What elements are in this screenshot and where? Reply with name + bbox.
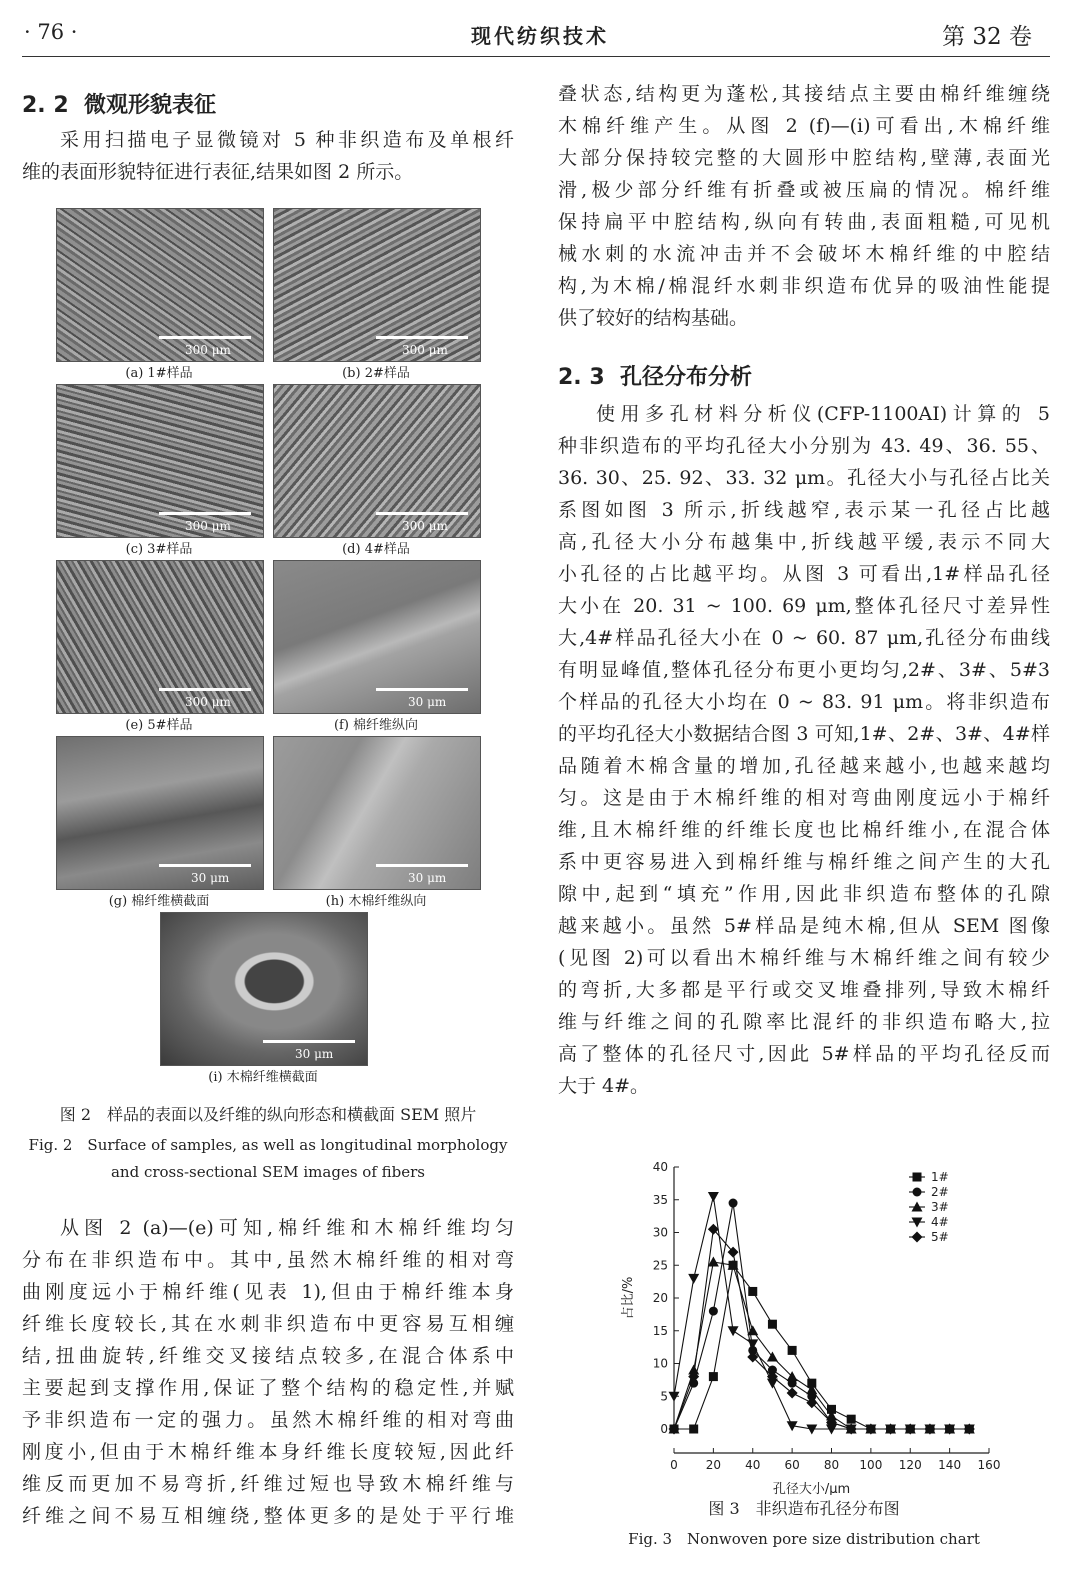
text-line: 曲刚度远小于棉纤维(见表 1),但由于棉纤维本身 [22, 1281, 514, 1303]
panel-caption-f: (f) 棉纤维纵向 [333, 718, 419, 733]
text-line: 个样品的孔径大小均在 0 ~ 83. 91 μm。将非织造布 [558, 691, 1050, 713]
scale-bar [376, 512, 468, 515]
text-line: 予非织造布一定的强力。虽然木棉纤维的相对弯曲 [22, 1409, 514, 1431]
x-axis-label: 孔径大小/μm [772, 1482, 851, 1495]
volume-label: 第 32 卷 [942, 24, 1032, 50]
data-point [728, 1326, 739, 1336]
figure-2-caption-en: Fig. 2 Surface of samples, as well as longitudinal morphology [28, 1136, 508, 1154]
scale-bar [159, 336, 251, 339]
x-tick-label: 160 [977, 1458, 1001, 1472]
data-point [847, 1415, 856, 1424]
legend-label: 2# [931, 1185, 949, 1199]
legend-label: 4# [931, 1215, 949, 1229]
x-tick-label: 0 [670, 1458, 678, 1472]
x-tick-label: 120 [898, 1458, 922, 1472]
scale-label: 300 μm [402, 519, 448, 533]
scale-bar [376, 336, 468, 339]
scale-bar [376, 688, 468, 691]
text-line: 品随着木棉含量的增加,孔径越来越小,也越来越均 [558, 755, 1050, 777]
y-tick-label: 0 [660, 1422, 668, 1436]
x-tick-label: 100 [859, 1458, 883, 1472]
text-line: 的弯折,大多都是平行或交叉堆叠排列,导致木棉纤 [558, 979, 1050, 1001]
text-line: 分布在非织造布中。其中,虽然木棉纤维的相对弯 [22, 1249, 514, 1271]
text-line: 纤维长度较长,其在水刺非织造布中更容易互相缠 [22, 1313, 514, 1335]
text-line: 从图 2 (a)—(e)可知,棉纤维和木棉纤维均匀 [60, 1217, 514, 1239]
header-rule [22, 56, 1050, 57]
text-line: 大小在 20. 31 ~ 100. 69 μm,整体孔径尺寸差异性 [558, 595, 1050, 617]
data-point [709, 1372, 718, 1381]
figure-2-caption-en: and cross-sectional SEM images of fibers [110, 1163, 425, 1181]
legend-marker [912, 1232, 923, 1243]
legend-label: 1# [931, 1170, 949, 1184]
text-line: 主要起到支撑作用,保证了整个结构的稳定性,并赋 [22, 1377, 514, 1399]
sem-image-d [273, 384, 481, 538]
x-tick-label: 40 [745, 1458, 761, 1472]
section-number: 2. 3 [558, 365, 605, 390]
text-line: 刚度小,但由于木棉纤维本身纤维长度较短,因此纤 [22, 1441, 514, 1463]
text-line: 36. 30、25. 92、33. 32 μm。孔径大小与孔径占比关 [558, 467, 1050, 489]
section-2-3-heading [558, 360, 752, 391]
text-line: 滑,极少部分纤维有折叠或被压扁的情况。棉纤维 [558, 179, 1050, 201]
figure-3-caption-en: Fig. 3 Nonwoven pore size distribution chart [628, 1530, 980, 1548]
text-line: 维与纤维之间的孔隙率比混纤的非织造布略大,拉 [558, 1011, 1050, 1033]
section-title: 孔径分布分析 [620, 365, 753, 390]
panel-caption-e: (e) 5#样品 [125, 718, 193, 733]
sem-image-b [273, 208, 481, 362]
left-body-paragraph [22, 1212, 514, 1532]
sem-image-h [273, 736, 481, 890]
text-line: 大于 4#。 [558, 1075, 650, 1097]
text-line: 使用多孔材料分析仪(CFP-1100AI)计算的 5 [596, 403, 1050, 425]
panel-caption-c: (c) 3#样品 [125, 542, 193, 557]
panel-caption-i: (i) 木棉纤维横截面 [208, 1070, 318, 1085]
data-point [768, 1320, 777, 1329]
text-line: 小孔径的占比越平均。从图 3 可看出,1#样品孔径 [558, 563, 1050, 585]
panel-caption-g: (g) 棉纤维横截面 [108, 894, 210, 909]
right-body-paragraph [558, 398, 1050, 1102]
text-line: 保持扁平中腔结构,纵向有转曲,表面粗糙,可见机 [558, 211, 1050, 233]
series-line-5 [674, 1229, 969, 1429]
text-line: 有明显峰值,整体孔径分布更小更均匀,2#、3#、5#3 [558, 659, 1050, 681]
scale-label: 300 μm [185, 519, 231, 533]
data-point [708, 1192, 719, 1202]
sem-image-i [160, 912, 368, 1066]
sem-image-c [56, 384, 264, 538]
text-line: 械水刺的水流冲击并不会破坏木棉纤维的中腔结 [558, 243, 1050, 265]
panel-caption-h: (h) 木棉纤维纵向 [325, 894, 427, 909]
scale-bar [376, 864, 468, 867]
text-line: 隙中,起到“填充”作用,因此非织造布整体的孔隙 [558, 883, 1050, 905]
series-line-2 [674, 1203, 969, 1429]
scale-label: 30 μm [408, 695, 447, 709]
text-line: 匀。这是由于木棉纤维的相对弯曲刚度远小于棉纤 [558, 787, 1050, 809]
data-point [729, 1199, 738, 1208]
sem-image-a [56, 208, 264, 362]
scale-bar [159, 512, 251, 515]
text-line: 维,且木棉纤维的纤维长度也比棉纤维小,在混合体 [558, 819, 1050, 841]
legend-label: 5# [931, 1230, 949, 1244]
data-point [689, 1425, 698, 1434]
data-point [709, 1307, 718, 1316]
journal-name: 现代纺织技术 [471, 24, 609, 48]
sem-image-f [273, 560, 481, 714]
y-tick-label: 20 [652, 1291, 668, 1305]
y-tick-label: 5 [660, 1389, 668, 1404]
sem-image-e [56, 560, 264, 714]
right-top-paragraph [558, 78, 1050, 334]
y-tick-label: 30 [652, 1225, 668, 1240]
x-tick-label: 20 [705, 1458, 722, 1472]
text-line: 高,孔径大小分布越集中,折线越平缓,表示不同大 [558, 531, 1050, 553]
panel-caption-d: (d) 4#样品 [342, 542, 410, 557]
y-tick-label: 35 [652, 1192, 668, 1207]
legend-marker [913, 1188, 922, 1197]
figure-2-caption-cn: 图 2 样品的表面以及纤维的纵向形态和横截面 SEM 照片 [59, 1105, 477, 1124]
text-line: (见图 2)可以看出木棉纤维与木棉纤维之间有较少 [558, 947, 1050, 969]
x-tick-label: 80 [823, 1458, 840, 1472]
text-line: 维反而更加不易弯折,纤维过短也导致木棉纤维与 [22, 1473, 514, 1495]
text-line: 构,为木棉/棉混纤水刺非织造布优异的吸油性能提 [558, 275, 1050, 297]
data-point [688, 1274, 699, 1284]
scale-bar [159, 688, 251, 691]
scale-label: 300 μm [185, 695, 231, 709]
panel-caption-a: (a) 1#样品 [125, 366, 193, 381]
scale-bar [159, 864, 251, 867]
data-point [788, 1346, 797, 1355]
scale-label: 300 μm [402, 343, 448, 357]
y-tick-label: 10 [652, 1356, 668, 1371]
text-line: 纤维之间不易互相缠绕,整体更多的是处于平行堆 [22, 1505, 514, 1527]
sem-image-g [56, 736, 264, 890]
data-point [747, 1339, 758, 1349]
text-line: 采用扫描电子显微镜对 5 种非织造布及单根纤 [60, 129, 514, 151]
x-tick-label: 140 [938, 1458, 962, 1472]
text-line: 的平均孔径大小数据结合图 3 可知,1#、2#、3#、4#样 [558, 723, 1050, 745]
text-line: 维的表面形貌特征进行表征,结果如图 2 所示。 [22, 161, 414, 183]
scale-label: 30 μm [191, 871, 230, 885]
data-point [767, 1351, 778, 1361]
text-line: 种非织造布的平均孔径大小分别为 43. 49、36. 55、 [558, 435, 1050, 457]
scale-label: 300 μm [185, 343, 231, 357]
y-axis-label: 占比/% [621, 1276, 636, 1320]
page-number: · 76 · [24, 20, 78, 44]
scale-label: 30 μm [295, 1047, 334, 1061]
text-line: 结,扭曲旋转,纤维交叉接结点较多,在混合体系中 [22, 1345, 514, 1367]
figure-3-caption-cn: 图 3 非织造布孔径分布图 [708, 1499, 900, 1518]
section-title: 微观形貌表征 [84, 93, 217, 118]
data-point [748, 1287, 757, 1296]
legend-label: 3# [931, 1200, 949, 1214]
text-line: 大,4#样品孔径大小在 0 ~ 60. 87 μm,孔径分布曲线 [558, 627, 1050, 649]
text-line: 木棉纤维产生。从图 2 (f)—(i)可看出,木棉纤维 [558, 115, 1050, 137]
text-line: 供了较好的结构基础。 [558, 307, 749, 329]
y-tick-label: 25 [652, 1258, 668, 1273]
text-line: 高了整体的孔径尺寸,因此 5#样品的平均孔径反而 [558, 1043, 1050, 1065]
panel-caption-b: (b) 2#样品 [342, 366, 410, 381]
text-line: 越来越小。虽然 5#样品是纯木棉,但从 SEM 图像 [558, 915, 1050, 937]
section-number: 2. 2 [22, 93, 69, 118]
text-line: 叠状态,结构更为蓬松,其接结点主要由棉纤维缠绕 [558, 83, 1050, 105]
text-line: 系图如图 3 所示,折线越窄,表示某一孔径占比越 [558, 499, 1050, 521]
y-tick-label: 40 [652, 1160, 668, 1174]
section-2-2-heading [22, 88, 216, 119]
scale-bar [263, 1040, 355, 1043]
y-tick-label: 15 [652, 1323, 668, 1338]
scale-label: 30 μm [408, 871, 447, 885]
section-2-2-intro [22, 124, 514, 188]
series-line-4 [674, 1196, 969, 1429]
text-line: 系中更容易进入到棉纤维与棉纤维之间产生的大孔 [558, 851, 1050, 873]
running-header [0, 0, 1080, 58]
series-line-1 [674, 1265, 969, 1429]
x-tick-label: 60 [784, 1458, 800, 1472]
text-line: 大部分保持较完整的大圆形中腔结构,壁薄,表面光 [558, 147, 1050, 169]
pore-size-chart [598, 1155, 1018, 1495]
legend-marker [913, 1173, 922, 1182]
